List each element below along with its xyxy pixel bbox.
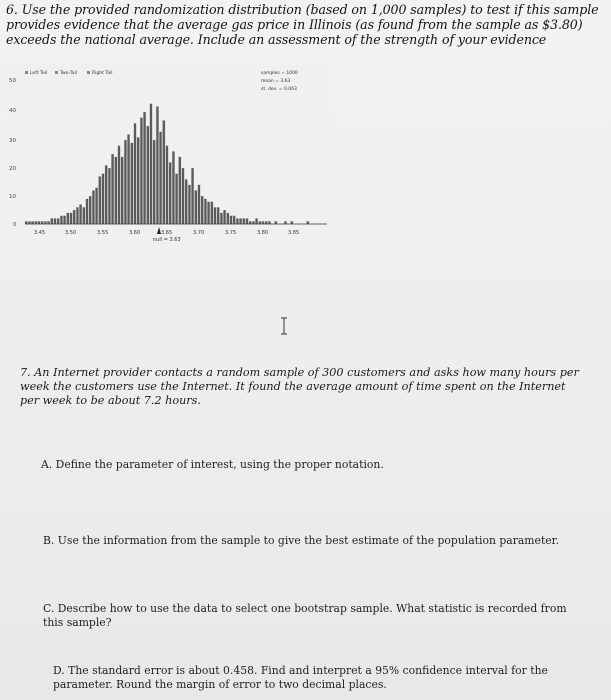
legend-marker (25, 71, 28, 74)
question-7-part-d: D. The standard error is about 0.458. Find and interpret a 95% confidence interval for the parameter. Round the margin of error to two decimal places. (53, 664, 548, 691)
question-7-part-b: B. Use the information from the sample to give the best estimate of the population parameter. (43, 534, 560, 547)
histogram-bar (25, 221, 28, 224)
histogram-bar (31, 221, 34, 224)
histogram-bar (268, 221, 271, 224)
histogram-bar (108, 168, 111, 224)
legend-two-tail: Two-Tail (60, 71, 77, 76)
histogram-bar (275, 221, 278, 224)
question-6-text: 6. Use the provided randomization distribution (based on 1,000 samples) to test if this sample provides evidence that the average gas price in Illinois (as found from the sample as $3.80) exceeds the national average. Include an assessment of the strength of your evidence (6, 2, 599, 47)
histogram-bar (60, 216, 63, 224)
histogram-bar (121, 157, 124, 224)
histogram-bar (134, 123, 137, 224)
histogram-bar (147, 126, 150, 224)
histogram-bar (51, 218, 54, 224)
randomization-histogram (5, 64, 335, 252)
histogram-bar (265, 221, 268, 224)
histogram-bar (249, 221, 252, 224)
histogram-bar (246, 218, 249, 224)
histogram-bar (230, 216, 233, 224)
histogram-bar (175, 174, 178, 224)
histogram-bar (95, 188, 98, 224)
histogram-bar (207, 202, 210, 224)
question-7-text: 7. An Internet provider contacts a random sample of 300 customers and asks how many hours per week the customers use the Internet. It found the average amount of time spent on the Internet per week to be about 7.2 hours. (20, 366, 579, 408)
x-tick-label: 3.60 (129, 230, 141, 236)
histogram-bar (220, 213, 223, 224)
histogram-bar (179, 157, 182, 224)
histogram-bar (124, 140, 127, 224)
x-tick-label: 3.75 (225, 230, 237, 236)
y-tick-label: 50 (9, 78, 16, 84)
x-tick-label: 3.85 (288, 230, 300, 236)
y-tick-label: 0 (13, 222, 17, 228)
histogram-bar (118, 146, 121, 224)
stat-samples: samples = 1000 (261, 71, 298, 76)
histogram-bar (291, 221, 294, 224)
histogram-bar (307, 221, 310, 224)
x-axis-ticks (34, 230, 299, 236)
histogram-bar (57, 218, 60, 224)
histogram-bar (111, 154, 114, 224)
histogram-bar (35, 221, 38, 224)
histogram-bar (38, 221, 41, 224)
histogram-bar (166, 146, 169, 224)
histogram-bar (255, 218, 258, 224)
histogram-bar (233, 216, 236, 224)
histogram-bar (252, 221, 255, 224)
x-tick-label: 3.80 (257, 230, 269, 236)
histogram-bar (83, 207, 86, 224)
histogram-bar (201, 196, 204, 224)
legend-right-tail: Right Tail (92, 71, 113, 76)
histogram-bar (236, 218, 239, 224)
histogram-bar (204, 199, 207, 224)
question-7-part-a: A. Define the parameter of interest, using the proper notation. (41, 458, 384, 471)
histogram-bar (188, 185, 191, 224)
stat-mean: mean = 3.63 (261, 79, 291, 84)
histogram-bar (102, 174, 105, 224)
question-7-part-c: C. Describe how to use the data to select one bootstrap sample. What statistic is recorded from this sample? (43, 602, 567, 629)
x-tick-label: 3.45 (34, 230, 46, 236)
histogram-bar (76, 207, 79, 224)
histogram-bar (79, 204, 82, 224)
histogram-bar (140, 118, 143, 224)
histogram-bar (127, 134, 130, 224)
histogram-bar (44, 221, 47, 224)
histogram-bar (262, 221, 265, 224)
histogram-bar (115, 157, 118, 224)
histogram-bar (169, 162, 172, 224)
histogram-bar (243, 218, 246, 224)
histogram-bar (70, 213, 73, 224)
y-tick-label: 30 (9, 138, 16, 144)
legend-marker (87, 71, 90, 74)
histogram-bar (195, 190, 198, 224)
histogram-bar (217, 207, 220, 224)
legend-marker (55, 71, 58, 74)
histogram-bar (47, 221, 50, 224)
x-tick-label: 3.70 (193, 230, 205, 236)
stat-st-dev: st. dev. = 0.063 (261, 87, 297, 92)
histogram-bar (191, 168, 194, 224)
x-tick-label: 3.55 (97, 230, 109, 236)
histogram-bar (54, 218, 57, 224)
histogram-bar (223, 210, 226, 224)
null-value-label: null = 3.63 (153, 237, 181, 243)
x-tick-label: 3.50 (65, 230, 77, 236)
histogram-bar (92, 190, 95, 224)
histogram-bar (227, 213, 230, 224)
histogram-bar (63, 216, 66, 224)
histogram-bar (89, 196, 92, 224)
histogram-bar (185, 179, 188, 224)
histogram-bar (163, 120, 166, 224)
histogram-bar (159, 132, 162, 224)
histogram-bar (86, 199, 89, 224)
histogram-bar (284, 221, 287, 224)
histogram-bar (156, 106, 159, 224)
histogram-bar (239, 218, 242, 224)
y-tick-label: 40 (9, 108, 16, 114)
histogram-bar (198, 185, 201, 224)
histogram-bar (105, 165, 108, 224)
histogram-bar (211, 202, 214, 224)
histogram-bar (153, 140, 156, 224)
histogram-bar (99, 176, 102, 224)
y-tick-label: 10 (9, 194, 16, 200)
histogram-bar (131, 143, 134, 224)
histogram-bar (143, 112, 146, 224)
histogram-bar (150, 104, 153, 224)
x-tick-label: 3.65 (161, 230, 173, 236)
y-tick-label: 20 (9, 166, 16, 172)
histogram-bar (172, 151, 175, 224)
histogram-bar (214, 207, 217, 224)
histogram-bar (28, 221, 31, 224)
histogram-bar (73, 210, 76, 224)
legend-left-tail: Left Tail (30, 71, 48, 76)
histogram-bar (182, 168, 185, 224)
histogram-bar (67, 213, 70, 224)
text-cursor-icon (279, 317, 289, 335)
histogram-bar (41, 221, 44, 224)
histogram-bar (259, 221, 262, 224)
histogram-bar (137, 137, 140, 224)
chart-legend (25, 70, 113, 76)
